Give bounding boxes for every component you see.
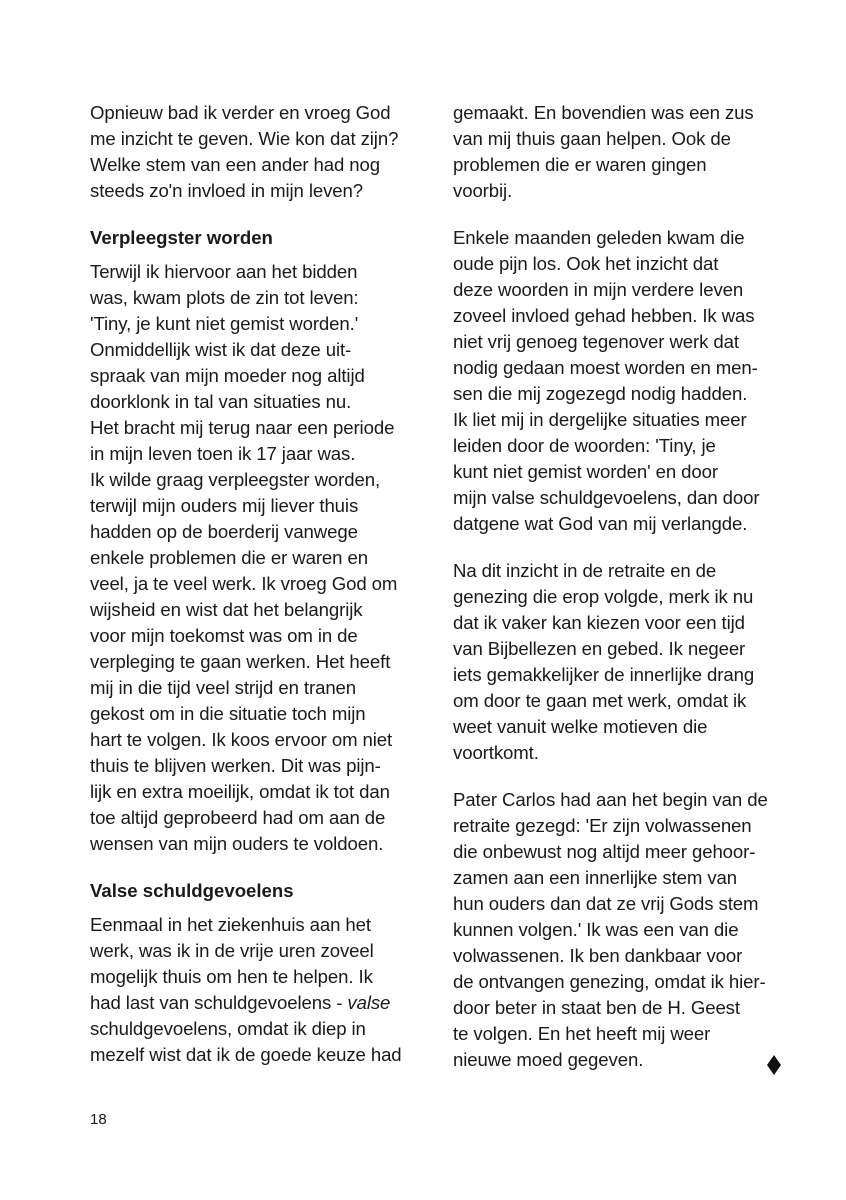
text-line: mij in die tijd veel strijd en tranen [90, 677, 357, 698]
text-line: die onbewust nog altijd meer gehoor- [453, 841, 756, 862]
text-line: kunt niet gemist worden' en door [453, 461, 718, 482]
text-line: nieuwe moed gegeven. [453, 1049, 644, 1070]
text-line: gekost om in die situatie toch mijn [90, 703, 366, 724]
text-line: mezelf wist dat ik de goede keuze had [90, 1044, 402, 1065]
right-column [453, 100, 798, 1073]
text-line: hart te volgen. Ik koos ervoor om niet [90, 729, 393, 750]
text-line: werk, was ik in de vrije uren zoveel [90, 940, 374, 961]
text-line: Ik liet mij in dergelijke situaties meer [453, 409, 747, 430]
text-line: voor mijn toekomst was om in de [90, 625, 358, 646]
text-line: zamen aan een innerlijke stem van [453, 867, 738, 888]
text-line: terwijl mijn ouders mij liever thuis [90, 495, 359, 516]
text-line: mogelijk thuis om hen te helpen. Ik [90, 966, 373, 987]
text-line: enkele problemen die er waren en [90, 547, 368, 568]
text-line: veel, ja te veel werk. Ik vroeg God om [90, 573, 398, 594]
text-line: door beter in staat ben de H. Geest [453, 997, 740, 1018]
text-line: was, kwam plots de zin tot leven: [90, 287, 359, 308]
text-line: Onmiddellijk wist ik dat deze uit- [90, 339, 352, 360]
text-line: doorklonk in tal van situaties nu. [90, 391, 352, 412]
text-line: gemaakt. En bovendien was een zus [453, 102, 754, 123]
text-line: van mij thuis gaan helpen. Ook de [453, 128, 731, 149]
text-line: leiden door de woorden: 'Tiny, je [453, 435, 716, 456]
text-line: spraak van mijn moeder nog altijd [90, 365, 365, 386]
text-line: schuldgevoelens, omdat ik diep in [90, 1018, 366, 1039]
text-line: volwassenen. Ik ben dankbaar voor [453, 945, 743, 966]
text-line: datgene wat God van mij verlangde. [453, 513, 748, 534]
text-line: retraite gezegd: 'Er zijn volwassenen [453, 815, 752, 836]
text-line: voorbij. [453, 180, 513, 201]
text-line: niet vrij genoeg tegenover werk dat [453, 331, 739, 352]
paragraph [90, 259, 430, 857]
text-line: sen die mij zogezegd nodig hadden. [453, 383, 748, 404]
text-line: deze woorden in mijn verdere leven [453, 279, 744, 300]
paragraph [90, 100, 430, 204]
page-number: 18 [90, 1111, 107, 1128]
text-line: Enkele maanden geleden kwam die [453, 227, 745, 248]
text-line: te volgen. En het heeft mij weer [453, 1023, 711, 1044]
left-column [90, 100, 430, 1068]
text-line: Na dit inzicht in de retraite en de [453, 560, 717, 581]
text-line: Eenmaal in het ziekenhuis aan het [90, 914, 371, 935]
text-line: voortkomt. [453, 742, 539, 763]
text-line: dat ik vaker kan kiezen voor een tijd [453, 612, 745, 633]
text-line: van Bijbellezen en gebed. Ik negeer [453, 638, 746, 659]
paragraph [453, 100, 798, 204]
text-line: om door te gaan met werk, omdat ik [453, 690, 747, 711]
text-line: in mijn leven toen ik 17 jaar was. [90, 443, 356, 464]
diamond-icon-graphic [767, 1055, 781, 1075]
text-line: kunnen volgen.' Ik was een van die [453, 919, 739, 940]
text-line: hadden op de boerderij vanwege [90, 521, 358, 542]
text-line: Welke stem van een ander had nog [90, 154, 381, 175]
text-line: nodig gedaan moest worden en men- [453, 357, 758, 378]
text-line: hun ouders dan dat ze vrij Gods stem [453, 893, 759, 914]
section-heading: Verpleegster worden [90, 227, 273, 248]
emphasis-text: valse [347, 992, 391, 1013]
text-line: had last van schuldgevoelens - [90, 992, 348, 1013]
text-line: thuis te blijven werken. Dit was pijn- [90, 755, 381, 776]
text-line: genezing die erop volgde, merk ik nu [453, 586, 754, 607]
text-line: Pater Carlos had aan het begin van de [453, 789, 768, 810]
text-line: Het bracht mij terug naar een periode [90, 417, 395, 438]
text-line: verpleging te gaan werken. Het heeft [90, 651, 391, 672]
text-line: Ik wilde graag verpleegster worden, [90, 469, 381, 490]
text-line: de ontvangen genezing, omdat ik hier- [453, 971, 766, 992]
text-line: oude pijn los. Ook het inzicht dat [453, 253, 719, 274]
text-line: iets gemakkelijker de innerlijke drang [453, 664, 755, 685]
text-line: 'Tiny, je kunt niet gemist worden.' [90, 313, 359, 334]
text-line: problemen die er waren gingen [453, 154, 707, 175]
text-line: mijn valse schuldgevoelens, dan door [453, 487, 760, 508]
section-heading: Valse schuldgevoelens [90, 880, 294, 901]
paragraph [453, 558, 798, 766]
diamond-icon [767, 1055, 781, 1075]
text-line: Terwijl ik hiervoor aan het bidden [90, 261, 358, 282]
text-line: steeds zo'n invloed in mijn leven? [90, 180, 364, 201]
paragraph [453, 225, 798, 537]
text-line: wensen van mijn ouders te voldoen. [90, 833, 384, 854]
text-line: weet vanuit welke motieven die [453, 716, 708, 737]
text-line: Opnieuw bad ik verder en vroeg God [90, 102, 391, 123]
text-line: wijsheid en wist dat het belangrijk [90, 599, 363, 620]
text-line: zoveel invloed gehad hebben. Ik was [453, 305, 755, 326]
text-line: me inzicht te geven. Wie kon dat zijn? [90, 128, 399, 149]
text-line: toe altijd geprobeerd had om aan de [90, 807, 386, 828]
paragraph [453, 787, 798, 1073]
text-line: lijk en extra moeilijk, omdat ik tot dan [90, 781, 390, 802]
paragraph [90, 912, 430, 1068]
